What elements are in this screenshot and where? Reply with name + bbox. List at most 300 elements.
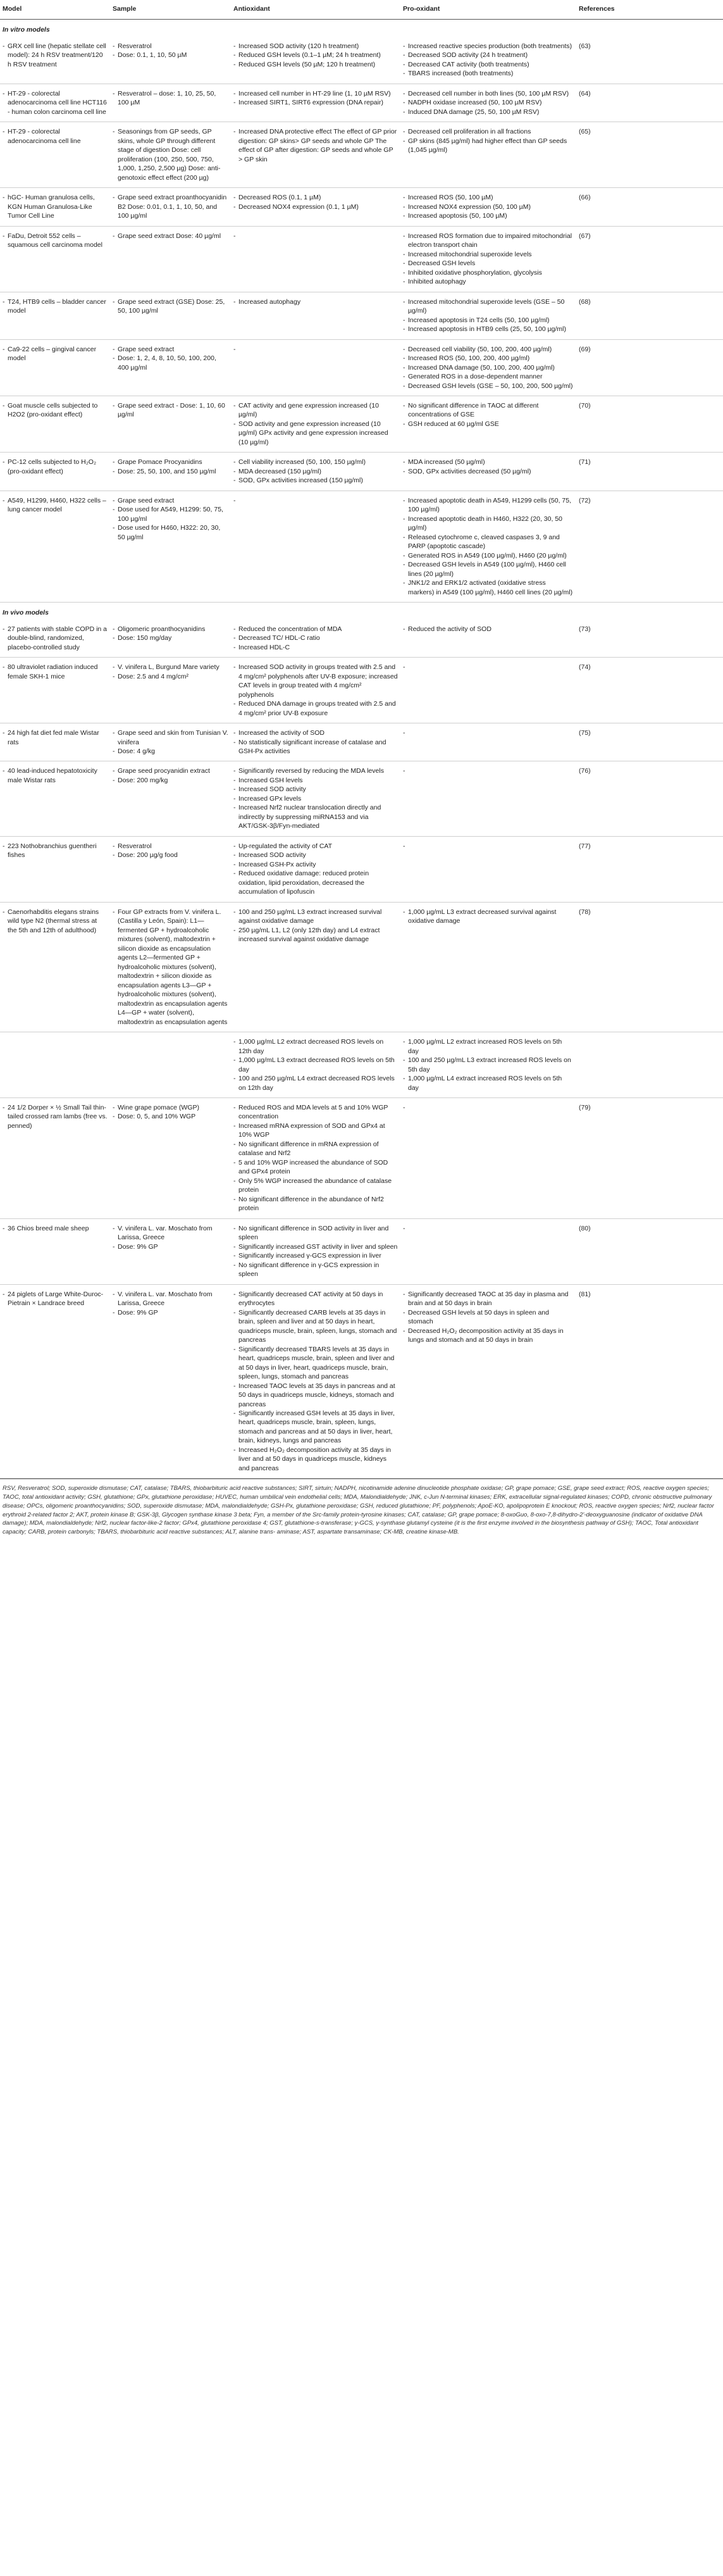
- list-item: - Increased apoptosis (50, 100 µM): [403, 211, 574, 220]
- header-sample: Sample: [110, 0, 231, 20]
- header-references: References: [576, 0, 723, 20]
- list-item: - Increased autophagy: [233, 297, 398, 306]
- list-item: - MDA decreased (150 µg/ml): [233, 467, 398, 476]
- prooxidant-cell: [400, 122, 576, 188]
- list-item: - Dose: 0, 5, and 10% WGP: [113, 1112, 228, 1121]
- antioxidant-list: [233, 193, 398, 211]
- empty-marker: -: [233, 345, 236, 353]
- prooxidant-cell: [400, 620, 576, 658]
- prooxidant-list: [403, 458, 574, 476]
- list-item: - Grape seed extract Dose: 40 µg/ml: [113, 232, 228, 241]
- antioxidant-list: [233, 842, 398, 897]
- list-item: - Dose: 25, 50, 100, and 150 µg/ml: [113, 467, 228, 476]
- prooxidant-list: [403, 42, 574, 78]
- prooxidant-list: [403, 193, 574, 220]
- list-item: - 100 and 250 µg/mL L3 extract increased ROS levels on 5th day: [403, 1056, 574, 1074]
- list-item: - Dose: 2.5 and 4 mg/cm²: [113, 672, 228, 681]
- prooxidant-list: [403, 1037, 574, 1092]
- sample-cell: [110, 902, 231, 1032]
- list-item: - Grape seed procyanidin extract: [113, 766, 228, 775]
- antioxidant-cell: [231, 396, 400, 452]
- model-cell: [0, 723, 110, 761]
- list-item: - Increased apoptotic death in H460, H322 (20, 30, 50 µg/ml): [403, 515, 574, 533]
- sample-list: [113, 663, 228, 681]
- model-cell: [0, 292, 110, 339]
- list-item: - Decreased TC/ HDL-C ratio: [233, 634, 398, 642]
- list-item: - Significantly increased γ-GCS expression in liver: [233, 1251, 398, 1260]
- model-cell: [0, 37, 110, 84]
- list-item: - Increased ROS (50, 100, 200, 400 µg/ml): [403, 354, 574, 363]
- list-item: - Cell viability increased (50, 100, 150 µg/ml): [233, 458, 398, 466]
- list-item: - Generated ROS in A549 (100 µg/ml), H460 (20 µg/ml): [403, 551, 574, 560]
- antioxidant-cell: [231, 658, 400, 723]
- sample-cell: [110, 122, 231, 188]
- sample-cell: [110, 453, 231, 491]
- model-text: - 36 Chios breed male sheep: [3, 1224, 108, 1233]
- list-item: - Grape seed extract proanthocyanidin B2 Dose: 0.01, 0.1, 1, 10, 50, and 100 µg/ml: [113, 193, 228, 220]
- prooxidant-list: [403, 297, 574, 334]
- table-row: [0, 188, 723, 226]
- model-cell: [0, 491, 110, 602]
- list-item: - 100 and 250 µg/mL L4 extract decreased ROS levels on 12th day: [233, 1074, 398, 1092]
- section-row: [0, 603, 723, 620]
- model-text: - Caenorhabditis elegans strains wild type N2 (thermal stress at the 5th and 12th of adulthood): [3, 908, 108, 935]
- model-text: - HT-29 - colorectal adenocarcinoma cell line: [3, 127, 108, 146]
- list-item: - Induced DNA damage (25, 50, 100 µM RSV): [403, 108, 574, 116]
- sample-cell: [110, 1097, 231, 1218]
- list-item: - No significant difference in the abundance of Nrf2 protein: [233, 1195, 398, 1213]
- list-item: - Decreased CAT activity (both treatments): [403, 60, 574, 69]
- list-item: - NADPH oxidase increased (50, 100 µM RSV): [403, 98, 574, 107]
- list-item: - Grape Pomace Procyanidins: [113, 458, 228, 466]
- table-row: [0, 836, 723, 902]
- list-item: - Seasonings from GP seeds, GP skins, whole GP through different stage of digestion Dose: cell proliferation (100, 250, 500, 750, 1,000, 1,250, 2,500 µg) Dose: anti-genotoxic effect effect (200 µg): [113, 127, 228, 182]
- empty-marker: -: [403, 1224, 405, 1232]
- list-item: - Increased apoptotic death in A549, H1299 cells (50, 75, 100 µg/ml): [403, 496, 574, 515]
- model-cell: [0, 620, 110, 658]
- model-text: - HT-29 - colorectal adenocarcinoma cell line HCT116 - human colon carcinoma cell line: [3, 89, 108, 116]
- table-row: [0, 37, 723, 84]
- model-cell: [0, 1218, 110, 1284]
- antioxidant-list: [233, 1290, 398, 1473]
- list-item: - Decreased GSH levels at 50 days in spleen and stomach: [403, 1308, 574, 1327]
- model-text: - 40 lead-induced hepatotoxicity male Wistar rats: [3, 766, 108, 785]
- list-item: - Wine grape pomace (WGP): [113, 1103, 228, 1112]
- list-item: - Significantly decreased TBARS levels at 35 days in heart, quadriceps muscle, brain, spleen and liver and at 50 days in liver, heart, quadriceps muscle, brain, spleen, lungs, stomach and pancreas: [233, 1345, 398, 1382]
- list-item: - Increased cell number in HT-29 line (1, 10 µM RSV): [233, 89, 398, 98]
- antioxidant-list: [233, 728, 398, 756]
- list-item: - Increased Nrf2 nuclear translocation directly and indirectly by suppressing miRNA153 and via AKT/GSK-3β/Fyn-mediated: [233, 803, 398, 830]
- antioxidant-cell: [231, 1218, 400, 1284]
- table-row: [0, 1218, 723, 1284]
- model-text: - 27 patients with stable COPD in a double-blind, randomized, placebo-controlled study: [3, 625, 108, 652]
- list-item: - V. vinifera L. var. Moschato from Larissa, Greece: [113, 1224, 228, 1242]
- antioxidant-cell: [231, 1097, 400, 1218]
- list-item: - Decreased GSH levels (GSE – 50, 100, 200, 500 µg/ml): [403, 382, 574, 391]
- list-item: - Grape seed and skin from Tunisian V. vinifera: [113, 728, 228, 747]
- list-item: - Grape seed extract: [113, 496, 228, 505]
- list-item: - JNK1/2 and ERK1/2 activated (oxidative stress markers) in A549 (100 µg/ml), H460 cell lines (20 µg/ml): [403, 578, 574, 597]
- table-row: [0, 658, 723, 723]
- antioxidant-cell: [231, 122, 400, 188]
- antioxidant-list: [233, 297, 398, 306]
- list-item: - Decreased H₂O₂ decomposition activity at 35 days in lungs and stomach and at 50 days in brain: [403, 1327, 574, 1345]
- sample-cell: [110, 836, 231, 902]
- sample-list: [113, 42, 228, 60]
- antioxidant-cell: [231, 723, 400, 761]
- list-item: - 250 µg/mL L1, L2 (only 12th day) and L4 extract increased survival against oxidative damage: [233, 926, 398, 944]
- antioxidant-cell: [231, 491, 400, 602]
- model-text: - Ca9-22 cells – gingival cancer model: [3, 345, 108, 363]
- header-antioxidant: Antioxidant: [231, 0, 400, 20]
- prooxidant-cell: [400, 836, 576, 902]
- prooxidant-cell: [400, 37, 576, 84]
- list-item: - No statistically significant increase of catalase and GSH-Px activities: [233, 738, 398, 756]
- table-row: [0, 491, 723, 602]
- prooxidant-list: [403, 401, 574, 428]
- antioxidant-cell: [231, 188, 400, 226]
- reference-cell: (63): [576, 37, 723, 84]
- empty-marker: -: [403, 767, 405, 775]
- sample-list: [113, 842, 228, 860]
- sample-list: [113, 625, 228, 643]
- reference-cell: (77): [576, 836, 723, 902]
- antioxidant-list: [233, 766, 398, 830]
- list-item: - Increased mitochondrial superoxide levels: [403, 250, 574, 259]
- sample-cell: [110, 723, 231, 761]
- model-cell: [0, 1284, 110, 1479]
- antioxidant-cell: [231, 37, 400, 84]
- table-row: [0, 226, 723, 292]
- sample-cell: [110, 396, 231, 452]
- list-item: - GP skins (845 µg/ml) had higher effect than GP seeds (1,045 µg/ml): [403, 137, 574, 155]
- sample-list: [113, 496, 228, 542]
- list-item: - No significant difference in TAOC at different concentrations of GSE: [403, 401, 574, 420]
- reference-cell: (75): [576, 723, 723, 761]
- list-item: - Dose: 1, 2, 4, 8, 10, 50, 100, 200, 400 µg/ml: [113, 354, 228, 372]
- list-item: - Grape seed extract: [113, 345, 228, 354]
- section-title: In vitro models: [3, 26, 50, 34]
- list-item: - 1,000 µg/mL L3 extract decreased survival against oxidative damage: [403, 908, 574, 926]
- sample-cell: [110, 339, 231, 396]
- empty-marker: -: [403, 663, 405, 672]
- prooxidant-cell: [400, 723, 576, 761]
- antioxidant-cell: [231, 836, 400, 902]
- list-item: - Decreased cell proliferation in all fractions: [403, 127, 574, 136]
- list-item: - Generated ROS in a dose-dependent manner: [403, 372, 574, 381]
- antioxidant-list: [233, 908, 398, 944]
- model-text: - 80 ultraviolet radiation induced female SKH-1 mice: [3, 663, 108, 681]
- model-text: - Goat muscle cells subjected to H2O2 (pro-oxidant effect): [3, 401, 108, 420]
- model-cell: [0, 188, 110, 226]
- antioxidant-list: [233, 42, 398, 69]
- antioxidant-cell: [231, 226, 400, 292]
- list-item: - Decreased GSH levels: [403, 259, 574, 268]
- list-item: - Resveratrol: [113, 842, 228, 851]
- model-text: - FaDu, Detroit 552 cells – squamous cell carcinoma model: [3, 232, 108, 250]
- sample-cell: [110, 1284, 231, 1479]
- list-item: - SOD activity and gene expression increased (10 µg/ml) GPx activity and gene expression increased (10 µg/ml): [233, 420, 398, 447]
- reference-cell: (80): [576, 1218, 723, 1284]
- list-item: - 5 and 10% WGP increased the abundance of SOD and GPx4 protein: [233, 1158, 398, 1177]
- table-row: [0, 1097, 723, 1218]
- antioxidant-cell: [231, 761, 400, 836]
- antioxidant-list: [233, 1224, 398, 1279]
- reference-cell: (78): [576, 902, 723, 1032]
- list-item: - Dose: 150 mg/day: [113, 634, 228, 642]
- list-item: - Dose: 9% GP: [113, 1242, 228, 1251]
- section-title: In vivo models: [3, 609, 49, 617]
- table-row: [0, 723, 723, 761]
- prooxidant-cell: [400, 84, 576, 122]
- list-item: - Decreased cell number in both lines (50, 100 µM RSV): [403, 89, 574, 98]
- sample-cell: [110, 1218, 231, 1284]
- sample-list: [113, 89, 228, 108]
- prooxidant-cell: [400, 1097, 576, 1218]
- list-item: - No significant difference in γ-GCS expression in spleen: [233, 1261, 398, 1279]
- table-row: [0, 84, 723, 122]
- list-item: - Dose: 200 mg/kg: [113, 776, 228, 785]
- header-prooxidant: Pro-oxidant: [400, 0, 576, 20]
- antioxidant-cell: [231, 1032, 400, 1098]
- list-item: - GSH reduced at 60 µg/ml GSE: [403, 420, 574, 428]
- list-item: - 1,000 µg/mL L3 extract decreased ROS levels on 5th day: [233, 1056, 398, 1074]
- table-row: [0, 1032, 723, 1098]
- prooxidant-cell: [400, 761, 576, 836]
- sample-list: [113, 1224, 228, 1251]
- list-item: - MDA increased (50 µg/ml): [403, 458, 574, 466]
- prooxidant-list: [403, 1290, 574, 1345]
- model-cell: [0, 1097, 110, 1218]
- model-cell: [0, 84, 110, 122]
- reference-cell: (74): [576, 658, 723, 723]
- model-cell: [0, 226, 110, 292]
- model-cell: [0, 339, 110, 396]
- list-item: - Inhibited oxidative phosphorylation, glycolysis: [403, 268, 574, 277]
- reference-cell: (81): [576, 1284, 723, 1479]
- model-cell: [0, 658, 110, 723]
- list-item: - 1,000 µg/mL L2 extract increased ROS levels on 5th day: [403, 1037, 574, 1056]
- prooxidant-list: [403, 625, 574, 634]
- model-cell: [0, 122, 110, 188]
- model-text: - 24 1/2 Dorper × ½ Small Tail thin-tailed crossed ram lambs (free vs. penned): [3, 1103, 108, 1130]
- antioxidant-list: [233, 89, 398, 108]
- prooxidant-cell: [400, 658, 576, 723]
- antioxidant-list: [233, 625, 398, 652]
- reference-cell: (68): [576, 292, 723, 339]
- sample-cell: [110, 761, 231, 836]
- list-item: - Significantly reversed by reducing the MDA levels: [233, 766, 398, 775]
- reference-cell: (64): [576, 84, 723, 122]
- table-body: [0, 20, 723, 1479]
- list-item: - Decreased cell viability (50, 100, 200, 400 µg/ml): [403, 345, 574, 354]
- list-item: - No significant difference in mRNA expression of catalase and Nrf2: [233, 1140, 398, 1158]
- prooxidant-cell: [400, 453, 576, 491]
- reference-cell: [576, 1032, 723, 1098]
- list-item: - V. vinifera L. var. Moschato from Larissa, Greece: [113, 1290, 228, 1308]
- sample-cell: [110, 620, 231, 658]
- antioxidant-list: [233, 401, 398, 447]
- antioxidant-cell: [231, 292, 400, 339]
- list-item: - Increased apoptosis in T24 cells (50, 100 µg/ml): [403, 316, 574, 325]
- antioxidant-list: [233, 127, 398, 164]
- reference-cell: (76): [576, 761, 723, 836]
- model-cell: [0, 453, 110, 491]
- table-row: [0, 396, 723, 452]
- header-model: Model: [0, 0, 110, 20]
- antioxidant-list: [233, 663, 398, 718]
- list-item: - Decreased SOD activity (24 h treatment): [403, 51, 574, 59]
- prooxidant-cell: [400, 1218, 576, 1284]
- prooxidant-cell: [400, 902, 576, 1032]
- reference-cell: (70): [576, 396, 723, 452]
- list-item: - Increased mRNA expression of SOD and GPx4 at 10% WGP: [233, 1122, 398, 1140]
- model-text: - 24 piglets of Large White-Duroc-Pietrain × Landrace breed: [3, 1290, 108, 1308]
- list-item: - Increased TAOC levels at 35 days in pancreas and at 50 days in quadriceps muscle, kidneys, stomach and pancreas: [233, 1382, 398, 1409]
- prooxidant-list: [403, 127, 574, 154]
- list-item: - Resveratrol – dose: 1, 10, 25, 50, 100 µM: [113, 89, 228, 108]
- list-item: - Dose: 9% GP: [113, 1308, 228, 1317]
- list-item: - Reduced the activity of SOD: [403, 625, 574, 634]
- list-item: - 1,000 µg/mL L2 extract decreased ROS levels on 12th day: [233, 1037, 398, 1056]
- list-item: - Increased mitochondrial superoxide levels (GSE – 50 µg/ml): [403, 297, 574, 316]
- prooxidant-list: [403, 232, 574, 287]
- table-row: [0, 453, 723, 491]
- reference-cell: (79): [576, 1097, 723, 1218]
- table-row: [0, 902, 723, 1032]
- sample-list: [113, 345, 228, 372]
- antioxidant-cell: [231, 620, 400, 658]
- table-header-row: [0, 0, 723, 20]
- list-item: - Reduced GSH levels (50 µM; 120 h treatment): [233, 60, 398, 69]
- reference-cell: (73): [576, 620, 723, 658]
- antioxidant-cell: [231, 453, 400, 491]
- sample-list: [113, 1103, 228, 1122]
- list-item: - Increased H₂O₂ decomposition activity at 35 days in liver and at 50 days in quadriceps muscle, kidneys and pancreas: [233, 1446, 398, 1473]
- sample-cell: [110, 1032, 231, 1098]
- prooxidant-cell: [400, 339, 576, 396]
- model-cell: [0, 1032, 110, 1098]
- model-cell: [0, 902, 110, 1032]
- list-item: - Dose: 4 g/kg: [113, 747, 228, 756]
- empty-marker: -: [233, 232, 236, 240]
- prooxidant-list: [403, 89, 574, 116]
- list-item: - Increased SOD activity in groups treated with 2.5 and 4 mg/cm² polyphenols after UV-B exposure; increased CAT levels in group treated with 4 mg/cm² polyphenols: [233, 663, 398, 699]
- list-item: - No significant difference in SOD activity in liver and spleen: [233, 1224, 398, 1242]
- list-item: - Decreased NOX4 expression (0.1, 1 µM): [233, 203, 398, 211]
- reference-cell: (67): [576, 226, 723, 292]
- list-item: - Up-regulated the activity of CAT: [233, 842, 398, 851]
- antioxidant-list: [233, 1037, 398, 1092]
- list-item: - Reduced DNA damage in groups treated with 2.5 and 4 mg/cm² prior UV-B exposure: [233, 699, 398, 718]
- model-text: - PC-12 cells subjected to H₂O₂ (pro-oxidant effect): [3, 458, 108, 476]
- list-item: - Increased DNA damage (50, 100, 200, 400 µg/ml): [403, 363, 574, 372]
- list-item: - Grape seed extract (GSE) Dose: 25, 50, 100 µg/ml: [113, 297, 228, 316]
- prooxidant-cell: [400, 491, 576, 602]
- table-row: [0, 1284, 723, 1479]
- list-item: - SOD, GPx activities decreased (50 µg/ml): [403, 467, 574, 476]
- list-item: - Significantly increased GSH levels at 35 days in liver, heart, quadriceps muscle, brain, spleen, lungs, stomach and pancreas and at 50 days in liver, heart, brain, kidneys, lungs and pancreas: [233, 1409, 398, 1446]
- sample-cell: [110, 226, 231, 292]
- sample-cell: [110, 491, 231, 602]
- list-item: - Resveratrol: [113, 42, 228, 51]
- sample-list: [113, 193, 228, 220]
- prooxidant-cell: [400, 188, 576, 226]
- list-item: - Significantly decreased TAOC at 35 day in plasma and brain and at 50 days in brain: [403, 1290, 574, 1308]
- sample-cell: [110, 84, 231, 122]
- list-item: - Increased GPx levels: [233, 794, 398, 803]
- list-item: - Increased reactive species production (both treatments): [403, 42, 574, 51]
- list-item: - Only 5% WGP increased the abundance of catalase protein: [233, 1177, 398, 1195]
- list-item: - Increased SOD activity (120 h treatment): [233, 42, 398, 51]
- sample-cell: [110, 188, 231, 226]
- list-item: - Four GP extracts from V. vinifera L. (Castilla y León, Spain): L1—fermented GP + hydroalcoholic mixtures (solvent), maltodextrin + silicon dioxide as encapsulation agents L2—fermented GP + hydroalcoholic mixtures (solvent), maltodextrin + silicon dioxide as encapsulation agents L3—GP + hydroalcoholic mixtures (solvent), maltodextrin as encapsulation agents L4—GP + water (solvent), maltodextrin as encapsulation agents: [113, 908, 228, 1027]
- list-item: - Significantly increased GST activity in liver and spleen: [233, 1242, 398, 1251]
- list-item: - Reduced oxidative damage: reduced protein oxidation, lipid peroxidation, decreased the accumulation of lipofuscin: [233, 869, 398, 896]
- list-item: - Increased DNA protective effect The effect of GP prior digestion: GP skins> GP seeds and whole GP The effect of GP after digestion: GP seeds and whole GP > GP skin: [233, 127, 398, 164]
- reference-cell: (65): [576, 122, 723, 188]
- list-item: - Reduced GSH levels (0.1–1 µM; 24 h treatment): [233, 51, 398, 59]
- list-item: - Reduced ROS and MDA levels at 5 and 10% WGP concentration: [233, 1103, 398, 1122]
- prooxidant-list: [403, 496, 574, 597]
- list-item: - Dose: 0.1, 1, 10, 50 µM: [113, 51, 228, 59]
- model-text: - 24 high fat diet fed male Wistar rats: [3, 728, 108, 747]
- list-item: - Increased SOD activity: [233, 851, 398, 860]
- reference-cell: (72): [576, 491, 723, 602]
- sample-cell: [110, 292, 231, 339]
- model-text: - GRX cell line (hepatic stellate cell model): 24 h RSV treatment/120 h RSV treatment: [3, 42, 108, 69]
- sample-list: [113, 908, 228, 1027]
- antioxidant-list: [233, 458, 398, 485]
- table-row: [0, 122, 723, 188]
- list-item: - Increased HDL-C: [233, 643, 398, 652]
- sample-list: [113, 458, 228, 476]
- list-item: - Increased the activity of SOD: [233, 728, 398, 737]
- list-item: - Dose: 200 µg/g food: [113, 851, 228, 860]
- list-item: - Increased apoptosis in HTB9 cells (25, 50, 100 µg/ml): [403, 325, 574, 334]
- table-row: [0, 620, 723, 658]
- list-item: - Increased ROS formation due to impaired mitochondrial electron transport chain: [403, 232, 574, 250]
- list-item: - Increased GSH-Px activity: [233, 860, 398, 869]
- section-row: [0, 20, 723, 37]
- sample-list: [113, 232, 228, 241]
- list-item: - Increased NOX4 expression (50, 100 µM): [403, 203, 574, 211]
- list-item: - Increased GSH levels: [233, 776, 398, 785]
- list-item: - Grape seed extract - Dose: 1, 10, 60 µg/ml: [113, 401, 228, 420]
- model-cell: [0, 836, 110, 902]
- reference-cell: (66): [576, 188, 723, 226]
- list-item: - Dose used for A549, H1299: 50, 75, 100 µg/ml: [113, 505, 228, 523]
- empty-marker: -: [403, 842, 405, 850]
- prooxidant-cell: [400, 1032, 576, 1098]
- antioxidant-cell: [231, 1284, 400, 1479]
- model-text: - hGC- Human granulosa cells, KGN Human Granulosa-Like Tumor Cell Line: [3, 193, 108, 220]
- list-item: - Significantly decreased CAT activity at 50 days in erythrocytes: [233, 1290, 398, 1308]
- list-item: - Decreased ROS (0.1, 1 µM): [233, 193, 398, 202]
- list-item: - Increased ROS (50, 100 µM): [403, 193, 574, 202]
- list-item: - Released cytochrome c, cleaved caspases 3, 9 and PARP (apoptotic cascade): [403, 533, 574, 551]
- sample-list: [113, 297, 228, 316]
- antioxidant-cell: [231, 339, 400, 396]
- empty-marker: -: [403, 729, 405, 737]
- list-item: - Dose used for H460, H322: 20, 30, 50 µg/ml: [113, 523, 228, 542]
- list-item: - 100 and 250 µg/mL L3 extract increased survival against oxidative damage: [233, 908, 398, 926]
- list-item: - TBARS increased (both treatments): [403, 69, 574, 78]
- model-text: - 223 Nothobranchius guentheri fishes: [3, 842, 108, 860]
- sample-list: [113, 1290, 228, 1317]
- reference-cell: (71): [576, 453, 723, 491]
- antioxidant-cell: [231, 902, 400, 1032]
